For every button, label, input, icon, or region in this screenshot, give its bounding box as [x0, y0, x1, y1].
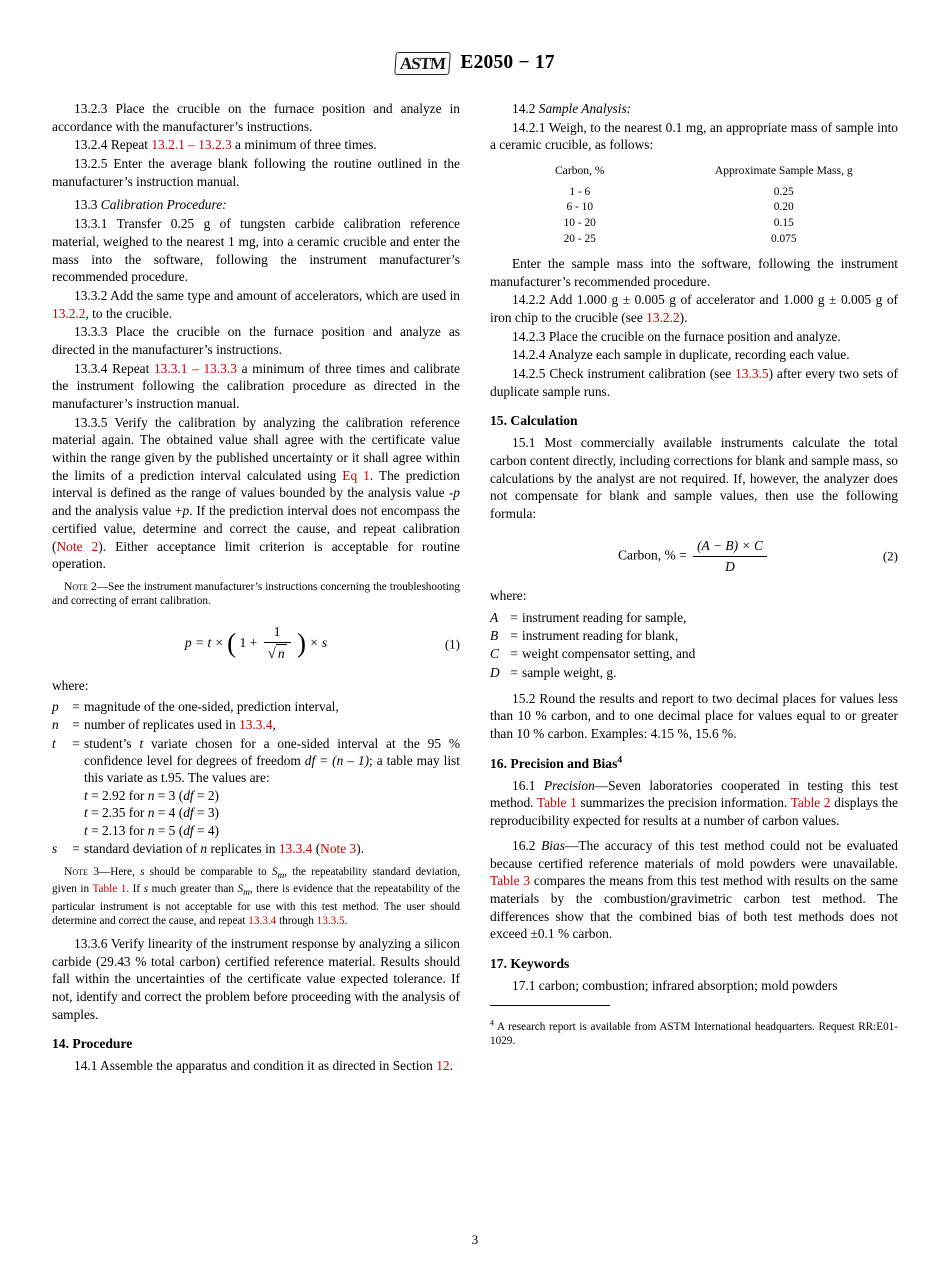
cross-ref-table-1[interactable]: Table 1	[536, 795, 577, 811]
para-16-1-a: 16.1	[512, 777, 544, 793]
para-14-1-b: .	[449, 1058, 453, 1074]
paragraph-13-3-4	[52, 360, 460, 413]
equation-1	[52, 623, 460, 665]
cell-carbon-range: 20 - 25	[563, 232, 596, 245]
where-equals-s: =	[72, 841, 80, 857]
para-13-2-4-text-a: 13.2.4 Repeat	[74, 137, 152, 153]
note-3-sub-1: m	[277, 871, 285, 882]
where-symbol-n: n	[52, 717, 59, 733]
t-value-2: t = 2.35 for n = 4 (df = 3)	[84, 805, 220, 821]
table-row	[490, 216, 898, 232]
paragraph-16-1	[490, 777, 898, 830]
para-13-3-5-text-a: 13.3.5 Verify the calibration by analyzing the calibration reference material again. The obtained value shall agree with the certificate value within the range given by the published uncertainty or it shall agree within the limits of a prediction interval calculated using	[52, 414, 460, 483]
note-2-text: —See the instrument manufacturer’s instructions concerning the troubleshooting and correcting of errant calibration.	[52, 580, 460, 608]
where-item-p	[52, 697, 460, 715]
cell-sample-mass: 0.15	[773, 216, 794, 229]
note-3-a: —Here, s should be comparable to S	[99, 866, 278, 879]
paragraph-13-2-5: 13.2.5 Enter the average blank following the routine outlined in the manufacturer’s instruction manual.	[52, 156, 460, 189]
cross-ref-table-1-note3[interactable]: Table 1	[92, 883, 127, 896]
cross-ref-13-3-4-s[interactable]: 13.3.4	[278, 841, 313, 857]
cross-ref-13-3-5-right[interactable]: 13.3.5	[735, 366, 769, 382]
heading-13-3-number: 13.3	[74, 197, 101, 213]
note-3-f: .	[344, 915, 348, 928]
para-13-3-2-text-a: 13.3.2 Add the same type and amount of accelerators, which are used in	[74, 287, 460, 303]
para-13-3-5-text-d: . If the prediction interval does not encompass the certified value, determine and correct the cause, and repeat calibration (	[52, 503, 460, 554]
para-16-2-italic: Bias	[541, 837, 565, 853]
where-symbol-D: D	[490, 664, 500, 680]
para-16-2-a: 16.2	[512, 837, 542, 853]
paragraph-14-1	[52, 1057, 460, 1075]
document-designation: E2050 − 17	[460, 52, 555, 73]
table-row	[490, 200, 898, 216]
heading-15-calculation: 15. Calculation	[490, 413, 578, 429]
where-equals-p: =	[72, 698, 80, 714]
footnote-number: 4	[490, 1017, 494, 1027]
paragraph-16-2	[490, 837, 898, 943]
para-13-3-5-text-b: . The prediction interval is defined as the range of values bounded by the analysis value -	[52, 467, 460, 501]
paragraph-15-2: 15.2 Round the results and report to two decimal places for values less than 10 % carbon, and to one decimal place for values equal to or greater than 10 % carbon. Examples: 4.15 %, 15.6 %.	[490, 690, 898, 742]
where-item-t	[52, 734, 460, 840]
cross-ref-13-3-1-13-3-3[interactable]: 13.3.1 – 13.3.3	[153, 360, 237, 376]
equation-2	[490, 537, 898, 576]
cross-ref-13-2-2-right[interactable]: 13.2.2	[646, 309, 680, 325]
two-column-body	[52, 100, 898, 1076]
paragraph-14-2-2	[490, 291, 898, 326]
para-14-2-5-a: 14.2.5 Check instrument calibration (see	[512, 366, 736, 382]
where-def-n-a: number of replicates used in	[84, 717, 240, 733]
note-3-b: , the repeatability standard deviation, given in	[52, 866, 460, 896]
cross-ref-note-2[interactable]: Note 2	[56, 538, 99, 554]
heading-14-2-number: 14.2	[512, 101, 539, 116]
equation-2-numerator: (A − B) × C	[693, 537, 767, 557]
table-header-row	[490, 162, 898, 184]
cell-sample-mass: 0.25	[773, 185, 794, 198]
radical-sign: √	[267, 645, 276, 662]
cross-ref-13-3-4-n[interactable]: 13.3.4	[239, 717, 273, 733]
where-def-n	[84, 716, 460, 734]
table-row	[490, 231, 898, 247]
equation-1-rhs: × s	[309, 634, 328, 650]
column-header-carbon: Carbon, %	[554, 164, 605, 178]
para-14-2-2-b: ).	[679, 309, 688, 325]
cross-ref-table-2[interactable]: Table 2	[790, 795, 831, 811]
footnote-marker-4[interactable]: 4	[617, 755, 623, 766]
paragraph-13-3-1: 13.3.1 Transfer 0.25 g of tungsten carbide calibration reference material, weighed to the nearest 1 mg, into a ceramic crucible and enter the mass into the software, following the instrument manufacturer’s recommended procedure.	[52, 216, 460, 285]
para-16-1-italic: Precision	[543, 777, 595, 793]
paragraph-13-3-3: 13.3.3 Place the crucible on the furnace position and analyze as directed in the manufacturer’s instructions.	[52, 324, 460, 357]
paragraph-13-3-2	[52, 287, 460, 322]
heading-14-procedure: 14. Procedure	[52, 1036, 133, 1052]
heading-13-3-title: Calibration Procedure:	[100, 197, 227, 213]
column-header-sample-mass: Approximate Sample Mass, g	[714, 164, 853, 178]
cross-ref-table-3[interactable]: Table 3	[490, 873, 531, 889]
symbol-p-plus: p	[182, 503, 190, 519]
para-13-3-2-text-b: , to the crucible.	[85, 305, 173, 321]
where-def-n-b: ,	[272, 717, 276, 733]
where-item-A	[490, 608, 898, 626]
t-value-list	[84, 787, 460, 839]
paragraph-13-2-3: 13.2.3 Place the crucible on the furnace position and analyze in accordance with the manufacturer’s instructions.	[52, 101, 460, 134]
para-13-3-4-text-b: a minimum of three times and calibrate the instrument following the calibration procedure as directed in the manufacturer’s instruction manual.	[52, 360, 460, 411]
para-14-1-a: 14.1 Assemble the apparatus and condition it as directed in Section	[74, 1058, 437, 1074]
page-header	[52, 40, 898, 86]
cell-sample-mass: 0.20	[773, 201, 794, 214]
where-symbol-C: C	[490, 646, 499, 662]
heading-13-3	[52, 196, 460, 214]
where-def-C: weight compensator setting, and	[522, 646, 696, 662]
para-13-3-4-text-a: 13.3.4 Repeat	[74, 360, 154, 376]
where-label-right: where:	[490, 588, 527, 604]
para-13-3-5-text-e: ). Either acceptance limit criterion is acceptable for routine operation.	[52, 538, 460, 572]
where-equals-D: =	[510, 664, 518, 680]
cell-carbon-range: 10 - 20	[563, 216, 596, 229]
footnote-text: A research report is available from ASTM International headquarters. Request RR:E01-1029.	[490, 1020, 898, 1048]
left-column	[52, 100, 460, 1076]
equation-1-sqrt	[268, 644, 287, 665]
note-2	[52, 579, 460, 609]
sample-mass-table	[490, 162, 898, 247]
where-def-s-b: ).	[356, 841, 365, 857]
paragraph-13-3-6: 13.3.6 Verify linearity of the instrument response by analyzing a silicon carbide (29.43 % total carbon) certified reference material. Results should fall within the uncertainties of the certificate value expected tolerance. If not, identify and correct the problem before proceeding with the analysis of samples.	[52, 935, 460, 1022]
where-equals-A: =	[510, 609, 518, 625]
equation-2-number: (2)	[882, 548, 898, 564]
cell-sample-mass: 0.075	[770, 232, 797, 245]
equation-1-fraction	[264, 623, 291, 665]
equation-1-number: (1)	[444, 636, 460, 652]
where-def-s	[84, 840, 460, 858]
where-item-n	[52, 716, 460, 734]
page-number: 3	[471, 1232, 479, 1247]
where-list-left	[52, 697, 460, 858]
para-16-1-d: displays the reproducibility expected for results at a number of carbon values.	[490, 795, 899, 829]
where-def-B: instrument reading for blank,	[522, 628, 679, 644]
where-def-A: instrument reading for sample,	[522, 609, 687, 625]
paragraph-13-3-5	[52, 414, 460, 573]
where-symbol-B: B	[490, 628, 499, 644]
para-16-1-c: summarizes the precision information.	[576, 795, 791, 811]
where-list-right	[490, 608, 898, 682]
para-16-2-c: compares the means from this test method with results on the same materials by the combustion/gravimetric carbon test method. The differences show that the combined bias of both test methods does not exceed ±0.1 % carbon.	[490, 873, 899, 942]
paragraph-13-2-4	[52, 136, 460, 154]
t-value-1: t = 2.92 for n = 3 (df = 2)	[84, 787, 220, 803]
where-label-left: where:	[52, 677, 89, 693]
note-2-label: Note 2	[64, 579, 97, 593]
where-symbol-s: s	[52, 841, 58, 857]
where-item-C	[490, 645, 898, 663]
radicand: n	[277, 645, 285, 661]
footnote-4	[490, 1017, 898, 1050]
where-item-D	[490, 663, 898, 681]
para-16-1-b: —Seven laboratories cooperated in testing this test method.	[490, 777, 898, 811]
where-equals-B: =	[510, 628, 518, 644]
note-3-e: through	[276, 915, 317, 928]
footnote-divider	[490, 1005, 610, 1006]
cross-ref-note-3[interactable]: Note 3	[320, 841, 357, 857]
where-equals-t: =	[72, 735, 80, 751]
cross-ref-13-2-1-13-2-3[interactable]: 13.2.1 – 13.2.3	[151, 137, 232, 153]
para-13-2-4-text-b: a minimum of three times.	[231, 137, 377, 153]
where-symbol-t: t	[52, 735, 56, 751]
paragraph-14-2-5	[490, 365, 898, 400]
heading-16-precision-bias	[490, 755, 898, 773]
note-3	[52, 864, 460, 929]
paragraph-14-2-3: 14.2.3 Place the crucible on the furnace position and analyze.	[512, 328, 841, 344]
where-def-t	[84, 734, 460, 840]
where-symbol-A: A	[490, 609, 499, 625]
equation-1-denominator	[264, 643, 291, 665]
paragraph-14-2-1: 14.2.1 Weigh, to the nearest 0.1 mg, an appropriate mass of sample into a ceramic crucible, as follows:	[490, 119, 898, 153]
where-def-s-mid: (	[312, 841, 321, 857]
cross-ref-eq-1[interactable]: Eq 1	[342, 467, 370, 483]
where-def-p: magnitude of the one-sided, prediction interval,	[84, 698, 339, 714]
cross-ref-13-3-5-note3[interactable]: 13.3.5	[316, 915, 345, 928]
para-16-2-b: —The accuracy of this test method could not be evaluated because certified reference materials of mold powders were unavailable.	[490, 837, 898, 871]
where-item-B	[490, 627, 898, 645]
t-value-3: t = 2.13 for n = 5 (df = 4)	[84, 822, 220, 838]
heading-14-2	[490, 100, 898, 118]
note-3-sub-2: m	[243, 888, 250, 899]
paragraph-14-2-4: 14.2.4 Analyze each sample in duplicate, recording each value.	[512, 347, 850, 363]
where-def-t-text: student’s t variate chosen for a one-sided interval at the 95 % confidence level for degrees of freedom df = (n – 1); a table may list this variate as t.95. The values are:	[84, 735, 460, 786]
symbol-p-minus: p	[453, 485, 460, 501]
paragraph-after-table: Enter the sample mass into the software, following the instrument manufacturer’s recommended procedure.	[490, 255, 898, 289]
heading-17-keywords: 17. Keywords	[490, 955, 570, 971]
note-3-d: , there is evidence that the repeatability of the particular instrument is not acceptable for use with this test method. The user should determine and correct the cause, and repeat	[52, 883, 460, 928]
equation-2-lhs: Carbon, % =	[617, 547, 687, 563]
cell-carbon-range: 6 - 10	[566, 201, 594, 214]
table-row	[490, 184, 898, 200]
para-13-3-5-text-c: and the analysis value +	[52, 503, 183, 519]
where-equals-C: =	[510, 646, 518, 662]
note-3-label: Note 3	[64, 865, 100, 879]
equation-1-numerator: 1	[264, 623, 291, 643]
where-def-D: sample weight, g.	[522, 664, 617, 680]
cross-ref-section-12[interactable]: 12	[436, 1058, 450, 1074]
para-14-2-5-b: ) after every two sets of duplicate sample runs.	[490, 366, 898, 399]
equation-1-paren-open: (	[227, 628, 237, 659]
paragraph-17-1: 17.1 carbon; combustion; infrared absorption; mold powders	[512, 977, 838, 993]
heading-14-2-title: Sample Analysis:	[538, 101, 632, 116]
where-def-s-a: standard deviation of n replicates in	[84, 841, 279, 857]
equation-2-denominator: D	[725, 558, 735, 574]
equation-1-one-plus: 1 +	[239, 634, 258, 650]
para-14-2-2-a: 14.2.2 Add 1.000 g ± 0.005 g of accelerator and 1.000 g ± 0.005 g of iron chip to the crucible (see	[490, 292, 898, 325]
where-symbol-p: p	[52, 698, 59, 714]
where-equals-n: =	[72, 717, 80, 733]
cross-ref-13-3-4-note3[interactable]: 13.3.4	[248, 915, 277, 928]
equation-2-fraction	[693, 537, 767, 576]
where-item-s	[52, 840, 460, 858]
equation-1-paren-close: )	[296, 628, 306, 659]
heading-16-text: 16. Precision and Bias	[490, 755, 618, 771]
paragraph-15-1: 15.1 Most commercially available instruments calculate the total carbon content directly, including corrections for blank and sample mass, so calculations by the analyst are not required. If, however, the analyzer does not compensate for blank and sample values, then use the following formula:	[490, 435, 898, 522]
cell-carbon-range: 1 - 6	[569, 185, 591, 198]
cross-ref-13-2-2[interactable]: 13.2.2	[52, 305, 86, 321]
equation-1-lhs: p = t ×	[184, 634, 224, 650]
right-column	[490, 100, 898, 1050]
note-3-c: . If s much greater than S	[126, 883, 244, 896]
astm-logo: ASTM	[394, 52, 451, 75]
